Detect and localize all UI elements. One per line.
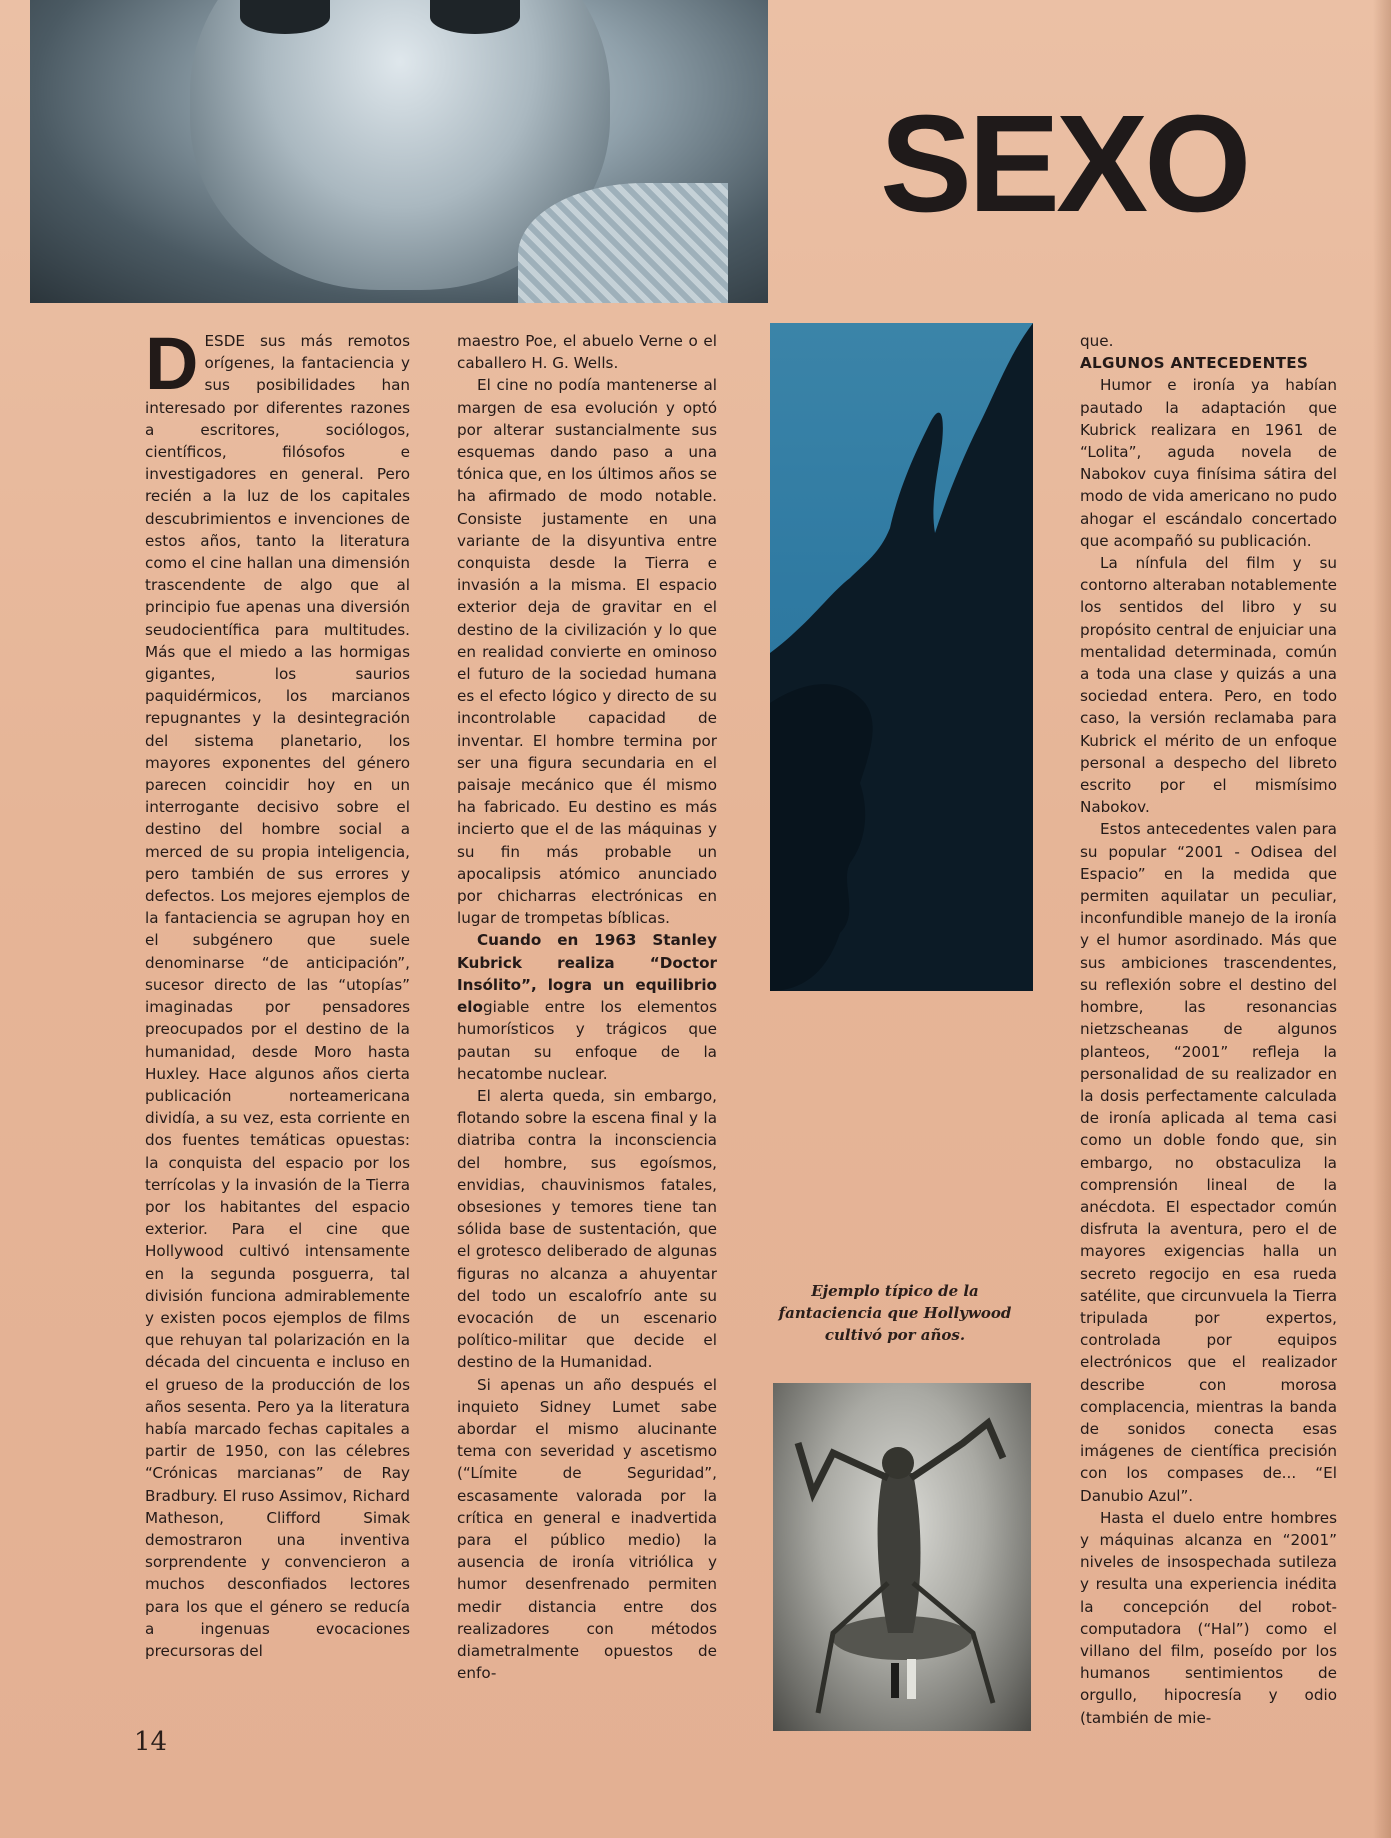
text-column-4	[1080, 330, 1337, 1729]
column-2-para-1: maestro Poe, el abuelo Verne o el caballero H. G. Wells.	[457, 332, 717, 373]
page-edge-shadow	[1373, 0, 1391, 1838]
column-4-para-5: Hasta el duelo entre hombres y máquinas alcanza en “2001” niveles de insospechada sutileza y resulta una experiencia inédita la concepción del robot-computadora (“Hal”) como el villano del film, poseído por los humanos sentimientos de orgullo, hipocresía y odio (también de mie-	[1080, 1508, 1337, 1727]
top-portrait-photo	[30, 0, 768, 303]
page-number: 14	[134, 1727, 168, 1757]
column-4-para-4: Estos antecedentes valen para su popular “2001 - Odisea del Espacio” en la medida que permiten aquilatar un peculiar, inconfundible manejo de la ironía y el humor asordinado. Más que sus ambiciones trascendentes, su reflexión sobre el destino del hombre, las resonancias nietzscheanas de algunos planteos, “2001” refleja la personalidad de su realizador en la dosis perfectamente calculada de ironía aplicada al tema casi como un doble fondo que, sin embargo, no obstaculiza la comprensión lineal de la anécdota. El espectador común disfruta la aventura, pero el de mayores exigencias halla un secreto regocijo en esa rueda satélite, que circunvuela la Tierra tripulada por expertos, controlada por equipos electrónicos que el realizador describe con morosa complacencia, mientras la banda de sonidos conecta esas imágenes de científica precisión con los compases de... “El Danubio Azul”.	[1080, 820, 1337, 1505]
column-4-para-1: que.	[1080, 332, 1114, 350]
column-2-para-2: El cine no podía mantenerse al margen de esa evolución y optó por alterar sustancialmente sus esquemas dando paso a una tónica que, en los últimos años se ha afirmado de modo notable. Consiste justamente en una variante de la disyuntiva entre conquista desde la Tierra e invasión a la misma. El espacio exterior deja de gravitar en el destino de la civilización y lo que en realidad convierte en ominoso el futuro de la sociedad humana es el efecto lógico y directo de su incontrolable capacidad de inventar. El hombre termina por ser una figura secundaria en el paisaje mecánico que él mismo ha fabricado. Eu destino es más incierto que el de las máquinas y su fin más probable un apocalipsis atómico anunciado por chicharras electrónicas en lugar de trompetas bíblicas.	[457, 376, 717, 928]
person-figure-1-shape	[891, 1663, 899, 1698]
column-2-para-3: Cuando en 1963 Stanley Kubrick realiza “Doctor Insólito”, logra un equilibrio elogiable entre los elementos humorísticos y trágicos que pautan su enfoque de la hecatombe nuclear.	[457, 931, 717, 1083]
silhouette-photo	[770, 323, 1033, 991]
mantis-right-arm-shape	[911, 1423, 1003, 1478]
column-4-para-2: Humor e ironía ya habían pautado la adaptación que Kubrick realizara en 1961 de “Lolita”, aguda novela de Nabokov cuya finísima sátira del modo de vida americano no pudo ahogar el escándalo concertado que acompañó su publicación.	[1080, 376, 1337, 550]
section-subheading: ALGUNOS ANTECEDENTES	[1080, 354, 1309, 373]
column-2-bold-lead: Cuando en 1963 Stanley Kubrick realiza “Doctor Insólito”, logra un equilibrio elo	[457, 931, 717, 1017]
left-eye-shape	[240, 0, 330, 34]
photo-caption: Ejemplo típico de la fantaciencia que Hollywood cultivó por años.	[778, 1282, 1012, 1344]
column-4-para-3: La nínfula del film y su contorno alteraban notablemente los sentidos del libro y su propósito central de enjuiciar una mentalidad determinada, común a toda una clase y quizás a una sociedad entera. Pero, en todo caso, la versión reclamaba para Kubrick el mérito de un enfoque personal a despecho del libreto escrito por el mismísimo Nabokov.	[1080, 554, 1337, 817]
right-eye-shape	[430, 0, 520, 34]
silhouette-figures	[770, 323, 1033, 991]
text-column-1	[145, 322, 410, 1662]
giant-mantis-photo	[773, 1383, 1031, 1731]
column-2-para-5: Si apenas un año después el inquieto Sidney Lumet sabe abordar el mismo alucinante tema con severidad y ascetismo (“Límite de Seguridad”, escasamente valorada por la crítica en general e inadvertida para el público medio) la ausencia de ironía vitriólica y humor desenfrenado permiten medir distancia entre dos realizadores con métodos diametralmente opuestos de enfo-	[457, 1375, 717, 1683]
mantis-left-arm-shape	[798, 1443, 888, 1493]
person-figure-2-shape	[907, 1659, 916, 1699]
mantis-illustration	[773, 1383, 1031, 1731]
column-1-text: DESDE sus más remotos orígenes, la fantaciencia y sus posibilidades han interesado por diferentes razones a escritores, sociólogos, científicos, filósofos e investigadores en general. Pero recién a la luz de los capitales descubrimientos e invenciones de estos años, tanto la literatura como el cine hallan una dimensión trascendente de algo que al principio fue apenas una diversión seudocientífica para multitudes. Más que el miedo a las hormigas gigantes, los saurios paquidérmicos, los marcianos repugnantes y la desintegración del sistema planetario, los mayores exponentes del género parecen coincidir hoy en un interrogante decisivo sobre el destino del hombre social a merced de su propia inteligencia, pero también de sus errores y defectos. Los mejores ejemplos de la fantaciencia se agrupan hoy en el subgénero que suele denominarse “de anticipación”, sucesor directo de las “utopías” imaginadas por pensadores preocupados por el destino de la humanidad, desde Moro hasta Huxley. Hace algunos años cierta publicación norteamericana dividía, a su vez, esta corriente en dos fuentes temáticas opuestas: la conquista del espacio por los terrícolas y la invasión de la Tierra por los habitantes del espacio exterior. Para el cine que Hollywood cultivó intensamente en la segunda posguerra, tal división funciona admirablemente y existen pocos ejemplos de films que rehuyan tal polarización en la década del cincuenta e incluso en el grueso de la producción de los años sesenta. Pero ya la literatura había marcado fechas capitales a partir de 1950, con las célebres “Crónicas marcianas” de Ray Bradbury. El ruso Assimov, Richard Matheson, Clifford Simak demostraron una inventiva sorprendente y convencieron a muchos desconfiados lectores para los que el género se reducía a ingenuas evocaciones precursoras del	[145, 322, 410, 1660]
article-title: SEXO	[880, 87, 1248, 241]
column-2-para-4: El alerta queda, sin embargo, flotando sobre la escena final y la diatriba contra la inconsciencia del hombre, sus egoísmos, envidias, chauvinismos fatales, obsesiones y temores tiene tan sólida base de sustentación, que el grotesco deliberado de algunas figuras no alcanza a ahuyentar del todo un escalofrío ante su evocación de un escenario político-militar que decide el destino de la Humanidad.	[457, 1086, 717, 1372]
mantis-body-shape	[878, 1473, 921, 1633]
drop-cap: D	[145, 322, 199, 405]
text-column-2	[457, 330, 717, 1684]
